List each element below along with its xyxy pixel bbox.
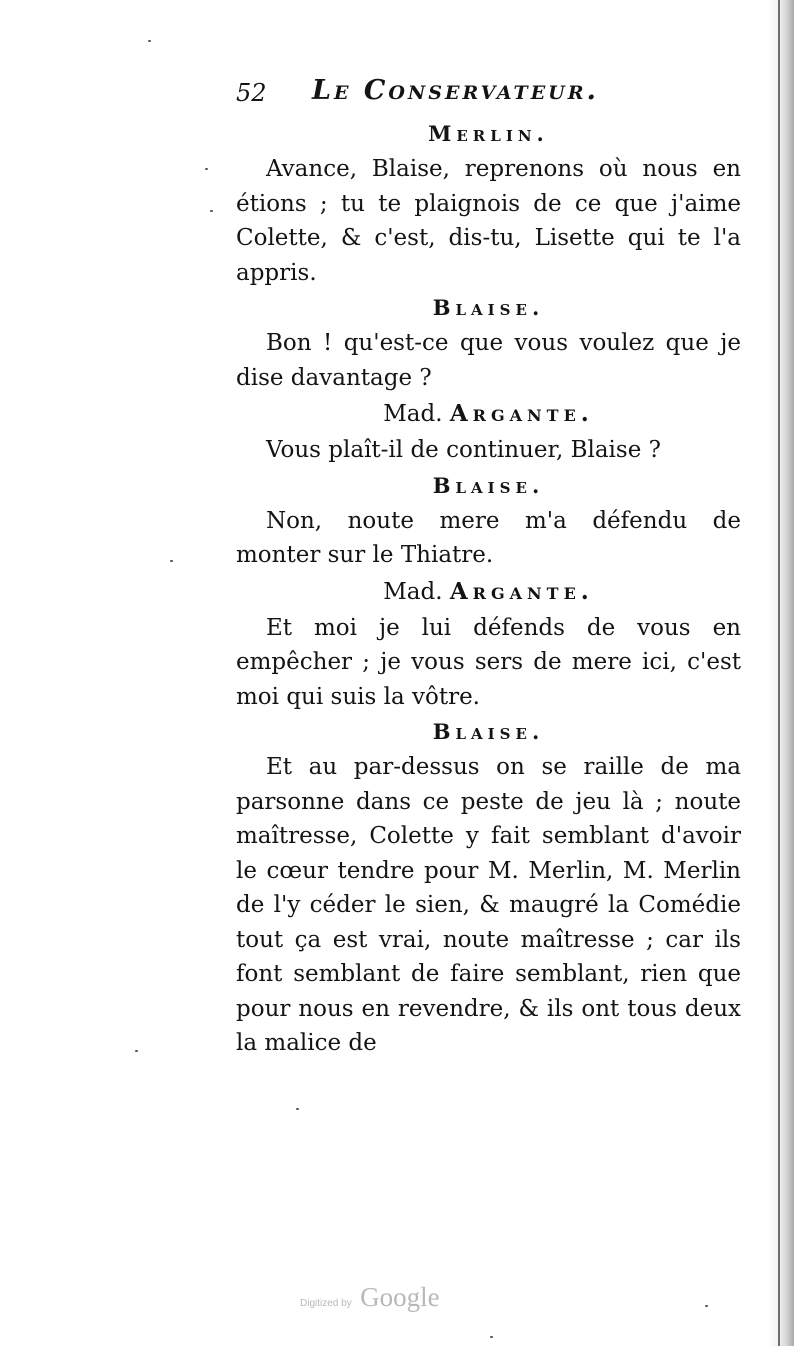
- speaker-prefix: Mad.: [383, 578, 443, 605]
- speaker-label: [236, 573, 741, 611]
- print-speck: [490, 1336, 493, 1338]
- print-speck: [705, 1305, 708, 1307]
- digitized-by-text: Digitized by: [300, 1298, 352, 1309]
- dialogue-text: Et au par-dessus on se raille de ma parsonne dans ce peste de jeu là ; noute maîtresse, Colette y fait semblant d'avoir le cœur tendre pour M. Merlin, M. Merlin de l'y céder le sien, & maugré la Comédie tout ça est vrai, noute maîtresse ; car ils font semblant de faire semblant, rien que pour nous en revendre, & ils ont tous deux la malice de: [236, 754, 741, 1056]
- speaker-label: Blaise.: [432, 472, 545, 498]
- speaker-prefix: Mad.: [383, 401, 443, 427]
- page-edge-line: [778, 0, 780, 1346]
- book-page: [236, 70, 741, 1061]
- running-title: Le Conservateur.: [312, 75, 599, 106]
- dialogue-text: Bon ! qu'est-ce que vous voulez que je dise davantage ?: [236, 330, 741, 391]
- print-speck: [205, 168, 208, 170]
- print-speck: [135, 1050, 138, 1052]
- dialogue-text: Avance, Blaise, reprenons où nous en étions ; tu te plaignois de ce que j'aime Colette, & c'est, dis-tu, Lisette qui te l'a appris.: [236, 156, 741, 286]
- speaker-label: Blaise.: [432, 719, 545, 744]
- speaker-name: Argante.: [449, 577, 594, 605]
- dialogue-text: Et moi je lui défends de vous en empêcher ; je vous sers de mere ici, c'est moi qui suis la vôtre.: [236, 614, 741, 710]
- speaker-label: Blaise.: [432, 295, 545, 320]
- dialogue-text: Vous plaît-il de continuer, Blaise ?: [266, 437, 661, 463]
- digitized-watermark: [300, 1282, 440, 1313]
- speaker-label: Merlin.: [428, 121, 549, 146]
- print-speck: [148, 40, 151, 42]
- page-edge-shadow: [768, 0, 794, 1346]
- print-speck: [210, 210, 213, 212]
- print-speck: [170, 560, 173, 562]
- speaker-name: Argante.: [449, 400, 594, 427]
- print-speck: [296, 1108, 299, 1110]
- dialogue-text: Non, noute mere m'a défendu de monter sur le Thiatre.: [236, 507, 741, 568]
- speaker-label: [236, 395, 741, 433]
- page-number: 52: [236, 79, 267, 107]
- page-header: [236, 70, 741, 116]
- google-logo-text: Google: [360, 1282, 440, 1312]
